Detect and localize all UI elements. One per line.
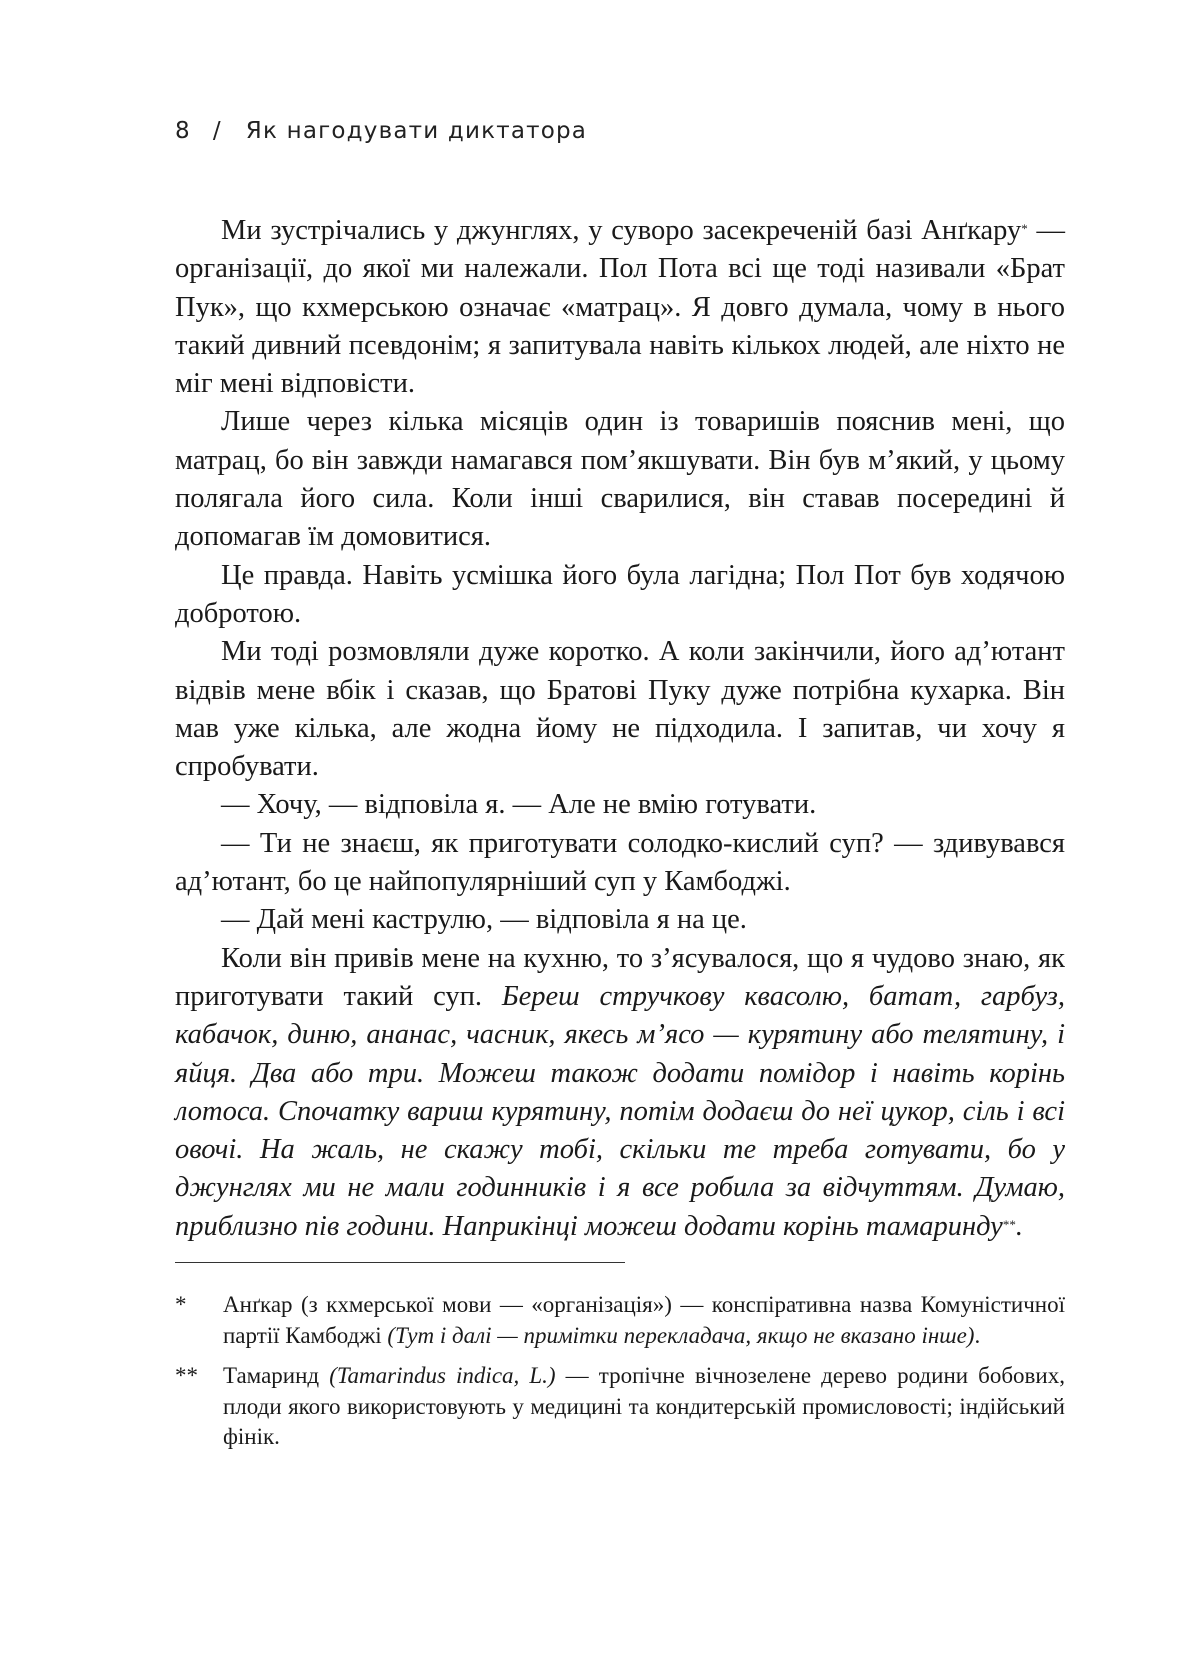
- paragraph-8-end: .: [1015, 1210, 1023, 1242]
- paragraph-1-text-a: Ми зустрічались у джунглях, у суворо засекреченій базі Анґкару: [221, 215, 1022, 246]
- footnote-1-end: .: [974, 1322, 981, 1348]
- footnote-2-text: [223, 1361, 1065, 1453]
- running-header: [175, 118, 587, 144]
- paragraph-7: — Дай мені каструлю, — відповіла я на це.: [221, 904, 747, 936]
- paragraph-2: Лише через кілька місяців один із товаришів пояснив мені, що матрац, бо він завжди намагався пом’якшувати. Він був м’який, у цьому полягала його сила. Коли інші сварилися, він ставав посередині й допомагав їм домовитися.: [175, 406, 1065, 553]
- main-text: [175, 212, 1065, 1246]
- book-title: Як нагодувати диктатора: [245, 118, 588, 144]
- page-number: 8: [175, 118, 191, 144]
- footnote-1-mark: *: [175, 1292, 187, 1317]
- footnote-2-italic: (Tamarindus indica, L.): [329, 1363, 556, 1389]
- footnote-divider: [175, 1262, 625, 1263]
- footnote-2: [175, 1361, 1065, 1453]
- footnote-1-text-a: Анґкар (з кхмерської мови — «організація») — конспіративна назва Комуністичної партії Камбоджі: [223, 1292, 1065, 1348]
- paragraph-4: Ми тоді розмовляли дуже коротко. А коли закінчили, його ад’ютант відвів мене вбік і сказав, що Братові Пуку дуже потрібна кухарка. Він мав уже кілька, але жодна йому не підходила. І запитав, чи хочу я спробувати.: [175, 636, 1065, 783]
- footnotes: [175, 1290, 1065, 1463]
- footnote-2-mark: **: [175, 1363, 198, 1389]
- paragraph-6: — Ти не знаєш, як приготувати солодко-кислий суп? — здивувався ад’ютант, бо це найпопулярніший суп у Камбоджі.: [175, 827, 1065, 898]
- paragraph-1-text-b: — організації, до якої ми належали. Пол Пота всі ще тоді називали «Брат Пук», що кхмерською означає «матрац». Я довго думала, чому в нього такий дивний псевдонім; я запитувала навіть кількох людей, але ніхто не міг мені відповісти.: [175, 215, 1066, 400]
- footnote-2-text-b: — тропічне вічнозелене дерево родини бобових, плоди якого використовують у медицині та кондитерській промисловості; індійський фінік.: [223, 1363, 1065, 1450]
- footnote-1: [175, 1290, 1065, 1351]
- paragraph-8: [175, 940, 1065, 1246]
- header-separator: /: [212, 118, 222, 144]
- footnote-1-text: [223, 1290, 1065, 1351]
- footnote-ref-2: **: [1002, 1216, 1016, 1232]
- paragraph-3: Це правда. Навіть усмішка його була лагідна; Пол Пот був ходячою добротою.: [175, 559, 1065, 629]
- paragraph-5: — Хочу, — відповіла я. — Але не вмію готувати.: [221, 789, 817, 821]
- paragraph-8-recipe: Береш стручкову квасолю, батат, гарбуз, кабачок, диню, ананас, часник, якесь м’ясо — курятину або телятину, і яйця. Два або три. Можеш також додати помідор і навіть корінь лотоса. Спочатку вариш курятину, потім додаєш до неї цукор, сіль і всі овочі. На жаль, не скажу тобі, скільки те треба готувати, бо у джунглях ми не мали годинників і я все робила за відчуттям. Думаю, приблизно пів години. Наприкінці можеш додати корінь тамаринду: [175, 980, 1065, 1242]
- footnote-ref-1: *: [1021, 221, 1028, 236]
- footnote-1-italic: (Тут і далі — примітки перекладача, якщо не вказано інше): [387, 1322, 975, 1348]
- paragraph-1: [175, 212, 1065, 403]
- paragraph-8-text-a: Коли він привів мене на кухню, то з’ясувалося, що я чудово знаю, як приготувати такий суп.: [175, 942, 1065, 1012]
- footnote-2-text-a: Тамаринд: [223, 1363, 330, 1389]
